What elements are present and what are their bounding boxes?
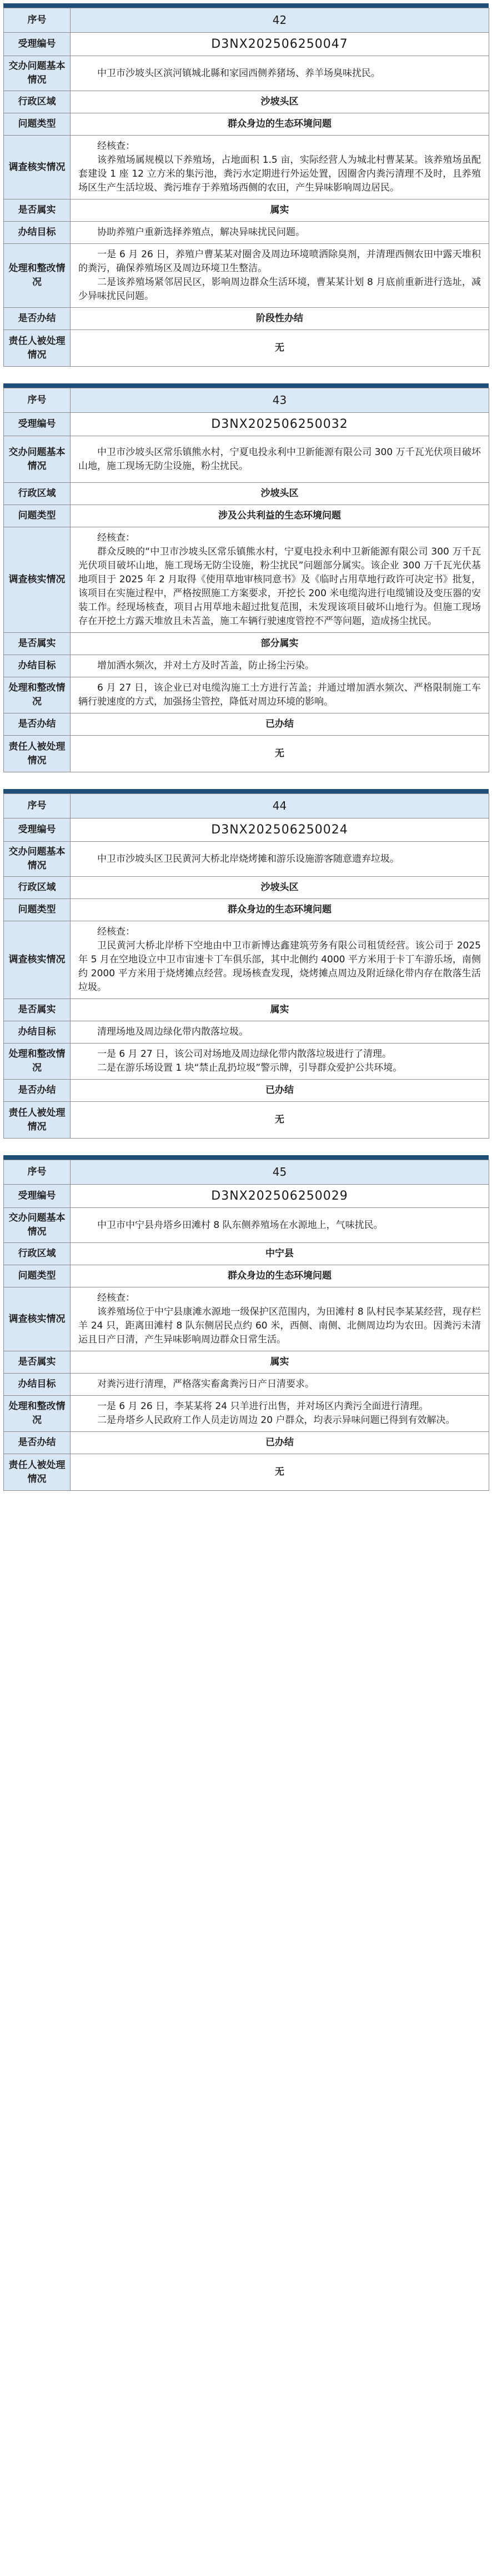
case-card bbox=[3, 789, 489, 1139]
row-accountability bbox=[4, 330, 489, 367]
investigation-label: 调查核实情况 bbox=[4, 921, 71, 999]
accountability-value: 无 bbox=[71, 736, 489, 772]
closed-label: 是否办结 bbox=[4, 1432, 71, 1454]
investigation-label: 调查核实情况 bbox=[4, 136, 71, 199]
row-closed bbox=[4, 1080, 489, 1102]
basic-text: 中卫市沙坡头区滨河镇城北縣和家园西侧养猪场、养羊场臭味扰民。 bbox=[97, 67, 380, 79]
rectification-paragraph: 二是在游乐场设置 1 块“禁止乱扔垃圾”警示牌，引导群众爱护公共环境。 bbox=[97, 1062, 403, 1074]
investigation-paragraph: 群众反映的“中卫市沙坡头区常乐镇熊水村，宁夏电投永利中卫新能源有限公司 300 万千瓦光伏项目破坏山地，施工现场无防尘设施，粉尘扰民”问题部分属实。该企业 300 万千瓦光伏基地项目于 2025 年 2 月取得《使用草地审核同意书》及《临时占用草地行政许可决定书》批复，该项目在实施过程中，严格按照施工方案要求，开挖长 200 米电缆沟进行电缆铺设及变压器的安装工作。经现场核查，项目占用草地未超过批复范围，未发现该项目破坏山地行为。但施工现场存在开挖土方露天堆放且未苫盖，施工车辆行驶速度管控不严等问题，造成扬尘扰民。 bbox=[78, 546, 481, 627]
row-region bbox=[4, 91, 489, 113]
row-rectification bbox=[4, 677, 489, 713]
basic-value bbox=[71, 56, 489, 91]
row-region bbox=[4, 877, 489, 899]
seq-label: 序号 bbox=[4, 1160, 71, 1185]
basic-text: 中卫市沙坡头区卫民黄河大桥北岸烧烤摊和游乐设施游客随意遗弃垃圾。 bbox=[97, 853, 399, 865]
row-code bbox=[4, 413, 489, 436]
type-value: 群众身边的生态环境问题 bbox=[71, 113, 489, 136]
row-closed bbox=[4, 1432, 489, 1454]
target-text: 增加洒水频次，并对土方及时苫盖，防止扬尘污染。 bbox=[97, 660, 314, 671]
verified-label: 是否属实 bbox=[4, 999, 71, 1021]
row-investigation bbox=[4, 527, 489, 633]
investigation-paragraph: 卫民黄河大桥北岸桥下空地由中卫市新博达鑫建筑劳务有限公司租赁经营。该公司于 2025 年 5 月在空地设立中卫市宙速卡丁车俱乐部，其中北侧约 4000 平方米用于卡丁车游乐场，南侧约 2000 平方米用于烧烤摊点经营。现场核查发现，烧烤摊点周边及附近绿化带内存在散落生活垃圾。 bbox=[78, 940, 481, 993]
row-target bbox=[4, 655, 489, 677]
row-rectification bbox=[4, 1044, 489, 1080]
region-label: 行政区域 bbox=[4, 483, 71, 505]
code-value: D3NX202506250047 bbox=[71, 33, 489, 56]
target-label: 办结目标 bbox=[4, 1374, 71, 1396]
case-card bbox=[3, 383, 489, 772]
accountability-value: 无 bbox=[71, 330, 489, 367]
row-rectification bbox=[4, 244, 489, 308]
basic-label: 交办问题基本情况 bbox=[4, 1208, 71, 1243]
basic-value bbox=[71, 842, 489, 877]
investigation-value bbox=[71, 1287, 489, 1351]
target-value bbox=[71, 655, 489, 677]
investigation-paragraph: 经核查： bbox=[97, 532, 135, 543]
row-seq bbox=[4, 794, 489, 818]
row-accountability bbox=[4, 1454, 489, 1491]
basic-text: 中卫市中宁县舟塔乡田滩村 8 队东侧养殖场在水源地上，气味扰民。 bbox=[97, 1219, 383, 1231]
row-basic bbox=[4, 436, 489, 483]
accountability-label: 责任人被处理情况 bbox=[4, 736, 71, 772]
closed-value: 已办结 bbox=[71, 713, 489, 736]
row-type bbox=[4, 1265, 489, 1287]
accountability-label: 责任人被处理情况 bbox=[4, 1102, 71, 1139]
verified-value: 属实 bbox=[71, 199, 489, 222]
target-text: 对粪污进行清理，严格落实畜禽粪污日产日清要求。 bbox=[97, 1379, 314, 1390]
row-verified bbox=[4, 633, 489, 655]
rectification-value bbox=[71, 1044, 489, 1080]
row-region bbox=[4, 483, 489, 505]
target-text: 清理场地及周边绿化带内散落垃圾。 bbox=[97, 1026, 248, 1037]
target-label: 办结目标 bbox=[4, 1021, 71, 1044]
seq-value: 44 bbox=[71, 794, 489, 818]
row-type bbox=[4, 505, 489, 527]
type-label: 问题类型 bbox=[4, 899, 71, 921]
rectification-label: 处理和整改情况 bbox=[4, 244, 71, 308]
type-value: 群众身边的生态环境问题 bbox=[71, 899, 489, 921]
row-closed bbox=[4, 308, 489, 330]
type-label: 问题类型 bbox=[4, 113, 71, 136]
code-value: D3NX202506250024 bbox=[71, 818, 489, 842]
closed-value: 阶段性办结 bbox=[71, 308, 489, 330]
row-investigation bbox=[4, 921, 489, 999]
investigation-value bbox=[71, 136, 489, 199]
row-investigation bbox=[4, 136, 489, 199]
closed-value: 已办结 bbox=[71, 1432, 489, 1454]
region-value: 沙坡头区 bbox=[71, 91, 489, 113]
basic-label: 交办问题基本情况 bbox=[4, 436, 71, 483]
row-basic bbox=[4, 1208, 489, 1243]
investigation-label: 调查核实情况 bbox=[4, 527, 71, 633]
seq-label: 序号 bbox=[4, 794, 71, 818]
seq-label: 序号 bbox=[4, 388, 71, 413]
rectification-label: 处理和整改情况 bbox=[4, 677, 71, 713]
rectification-paragraph: 二是舟塔乡人民政府工作人员走访周边 20 户群众，均表示异味问题已得到有效解决。 bbox=[97, 1415, 455, 1426]
region-label: 行政区域 bbox=[4, 877, 71, 899]
code-label: 受理编号 bbox=[4, 33, 71, 56]
basic-value bbox=[71, 1208, 489, 1243]
row-closed bbox=[4, 713, 489, 736]
verified-value: 部分属实 bbox=[71, 633, 489, 655]
case-table bbox=[3, 8, 489, 367]
row-basic bbox=[4, 842, 489, 877]
verified-value: 属实 bbox=[71, 999, 489, 1021]
case-card bbox=[3, 1155, 489, 1491]
row-target bbox=[4, 222, 489, 244]
rectification-paragraph: 一是 6 月 26 日，养殖户曹某某对圈舍及周边环境喷洒除臭剂，并清理西侧农田中露天堆积的粪污，确保养殖场区及周边环境卫生整洁。 bbox=[78, 249, 481, 274]
code-label: 受理编号 bbox=[4, 1185, 71, 1208]
region-value: 沙坡头区 bbox=[71, 877, 489, 899]
rectification-paragraph: 二是该养殖场紧邻居民区，影响周边群众生活环境，曹某某计划 8 月底前重新进行选址，减少异味扰民问题。 bbox=[78, 277, 481, 302]
verified-label: 是否属实 bbox=[4, 199, 71, 222]
accountability-label: 责任人被处理情况 bbox=[4, 330, 71, 367]
target-value bbox=[71, 222, 489, 244]
type-value: 群众身边的生态环境问题 bbox=[71, 1265, 489, 1287]
row-rectification bbox=[4, 1396, 489, 1432]
row-accountability bbox=[4, 1102, 489, 1139]
region-value: 沙坡头区 bbox=[71, 483, 489, 505]
verified-value: 属实 bbox=[71, 1351, 489, 1374]
seq-value: 43 bbox=[71, 388, 489, 413]
verified-label: 是否属实 bbox=[4, 633, 71, 655]
target-value bbox=[71, 1021, 489, 1044]
target-label: 办结目标 bbox=[4, 655, 71, 677]
type-value: 涉及公共利益的生态环境问题 bbox=[71, 505, 489, 527]
investigation-value bbox=[71, 527, 489, 633]
target-text: 协助养殖户重新选择养殖点，解决异味扰民问题。 bbox=[97, 227, 305, 238]
basic-label: 交办问题基本情况 bbox=[4, 842, 71, 877]
row-verified bbox=[4, 999, 489, 1021]
row-verified bbox=[4, 1351, 489, 1374]
code-label: 受理编号 bbox=[4, 413, 71, 436]
rectification-label: 处理和整改情况 bbox=[4, 1396, 71, 1432]
type-label: 问题类型 bbox=[4, 1265, 71, 1287]
region-value: 中宁县 bbox=[71, 1243, 489, 1265]
row-target bbox=[4, 1374, 489, 1396]
accountability-label: 责任人被处理情况 bbox=[4, 1454, 71, 1491]
rectification-value bbox=[71, 244, 489, 308]
row-type bbox=[4, 899, 489, 921]
region-label: 行政区域 bbox=[4, 1243, 71, 1265]
investigation-value bbox=[71, 921, 489, 999]
case-card bbox=[3, 3, 489, 367]
case-table bbox=[3, 1160, 489, 1491]
code-value: D3NX202506250032 bbox=[71, 413, 489, 436]
seq-label: 序号 bbox=[4, 8, 71, 33]
case-table bbox=[3, 793, 489, 1139]
row-region bbox=[4, 1243, 489, 1265]
rectification-value bbox=[71, 677, 489, 713]
closed-label: 是否办结 bbox=[4, 308, 71, 330]
verified-label: 是否属实 bbox=[4, 1351, 71, 1374]
row-code bbox=[4, 1185, 489, 1208]
case-table bbox=[3, 388, 489, 772]
accountability-value: 无 bbox=[71, 1102, 489, 1139]
investigation-label: 调查核实情况 bbox=[4, 1287, 71, 1351]
investigation-paragraph: 经核查： bbox=[97, 141, 135, 152]
investigation-paragraph: 该养殖场属规模以下养殖场，占地面积 1.5 亩，实际经营人为城北村曹某某。该养殖场虽配套建设 1 座 12 立方米的集污池，粪污水定期进行外运处置，因圈舍内粪污清理不及时，且养殖场区生产生活垃圾、粪污堆存于养殖场西侧的农田，产生异味影响周边居民。 bbox=[78, 154, 481, 193]
row-seq bbox=[4, 1160, 489, 1185]
rectification-paragraph: 6 月 27 日，该企业已对电缆沟施工土方进行苫盖；并通过增加洒水频次、严格限制施工车辆行驶速度的方式，加强扬尘管控，降低对周边环境的影响。 bbox=[78, 682, 481, 707]
investigation-paragraph: 该养殖场位于中宁县康滩水源地一级保护区范围内，为田滩村 8 队村民李某某经营，现存栏羊 24 只，距离田滩村 8 队东侧居民点约 60 米，西侧、南侧、北侧周边均为农田。因粪污未清运且日产日清，产生异味影响周边群众日常生活。 bbox=[78, 1306, 481, 1345]
row-code bbox=[4, 33, 489, 56]
rectification-label: 处理和整改情况 bbox=[4, 1044, 71, 1080]
row-investigation bbox=[4, 1287, 489, 1351]
row-target bbox=[4, 1021, 489, 1044]
region-label: 行政区域 bbox=[4, 91, 71, 113]
basic-value bbox=[71, 436, 489, 483]
row-accountability bbox=[4, 736, 489, 772]
type-label: 问题类型 bbox=[4, 505, 71, 527]
row-code bbox=[4, 818, 489, 842]
closed-label: 是否办结 bbox=[4, 713, 71, 736]
seq-value: 45 bbox=[71, 1160, 489, 1185]
row-seq bbox=[4, 8, 489, 33]
row-basic bbox=[4, 56, 489, 91]
target-value bbox=[71, 1374, 489, 1396]
rectification-value bbox=[71, 1396, 489, 1432]
row-type bbox=[4, 113, 489, 136]
basic-label: 交办问题基本情况 bbox=[4, 56, 71, 91]
investigation-paragraph: 经核查： bbox=[97, 1292, 135, 1304]
seq-value: 42 bbox=[71, 8, 489, 33]
basic-text: 中卫市沙坡头区常乐镇熊水村，宁夏电投永利中卫新能源有限公司 300 万千瓦光伏项目破坏山地，施工现场无防尘设施，粉尘扰民。 bbox=[78, 446, 481, 472]
row-seq bbox=[4, 388, 489, 413]
row-verified bbox=[4, 199, 489, 222]
rectification-paragraph: 一是 6 月 26 日，李某某将 24 只羊进行出售，并对场区内粪污全面进行清理。 bbox=[97, 1401, 429, 1412]
code-value: D3NX202506250029 bbox=[71, 1185, 489, 1208]
closed-value: 已办结 bbox=[71, 1080, 489, 1102]
target-label: 办结目标 bbox=[4, 222, 71, 244]
rectification-paragraph: 一是 6 月 27 日，该公司对场地及周边绿化带内散落垃圾进行了清理。 bbox=[97, 1049, 392, 1060]
closed-label: 是否办结 bbox=[4, 1080, 71, 1102]
investigation-paragraph: 经核查： bbox=[97, 926, 135, 937]
accountability-value: 无 bbox=[71, 1454, 489, 1491]
code-label: 受理编号 bbox=[4, 818, 71, 842]
